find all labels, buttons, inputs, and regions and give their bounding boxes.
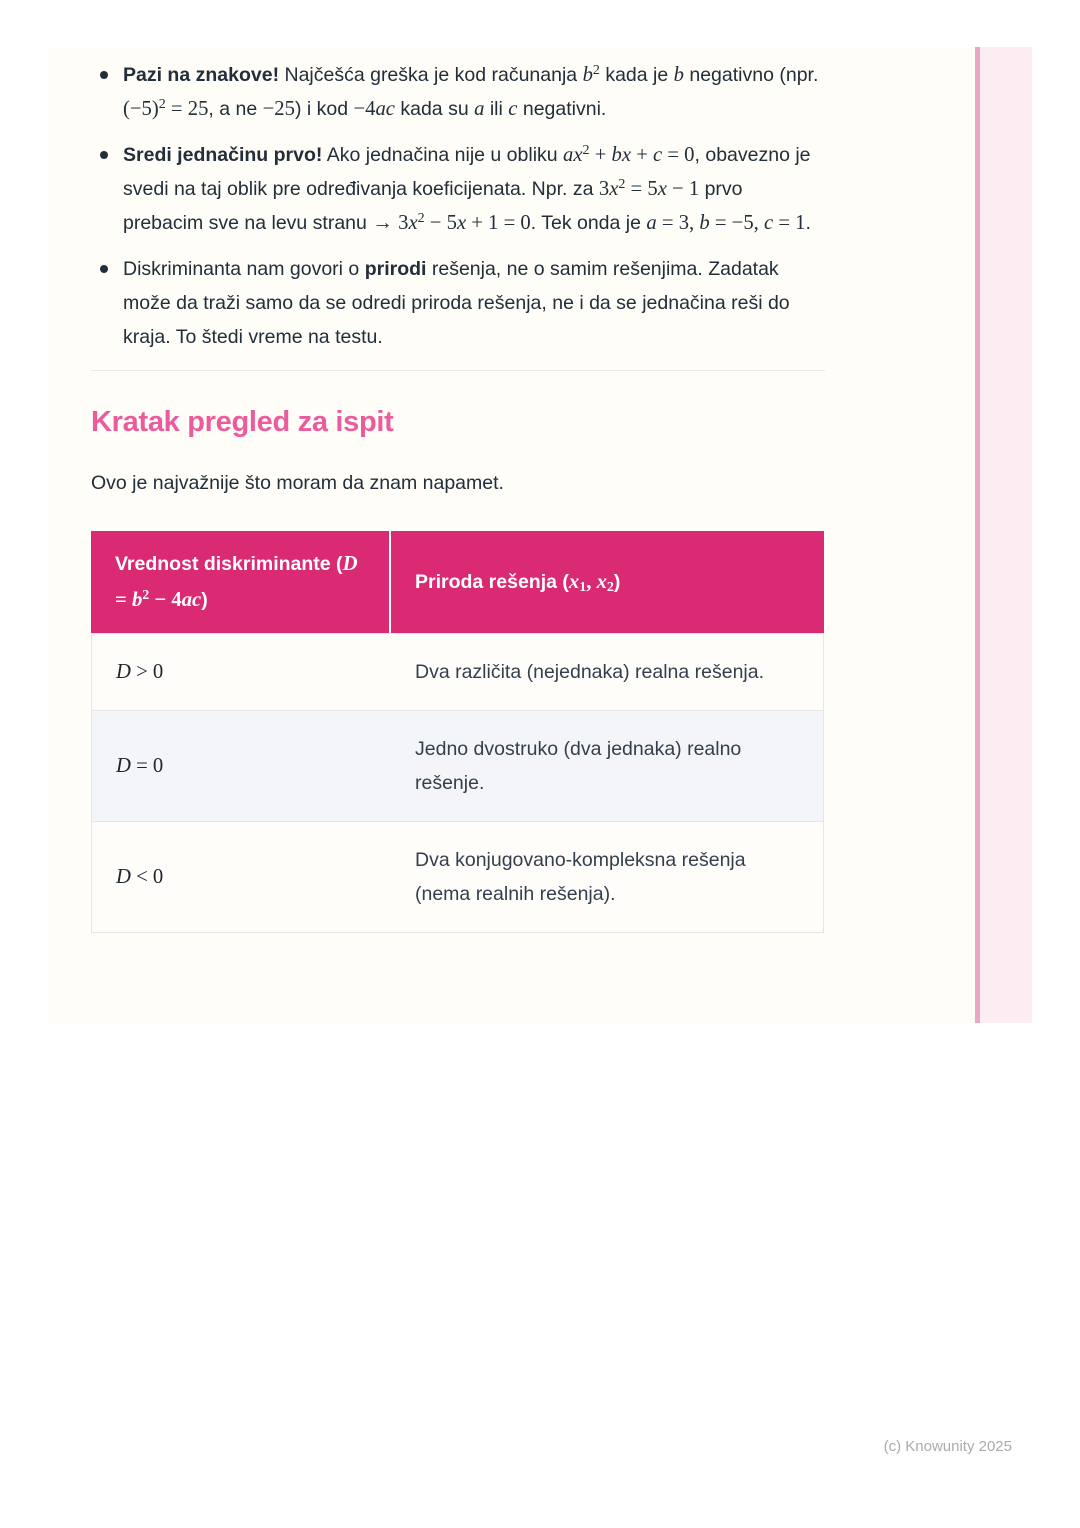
text-segment: . Tek onda je: [530, 212, 647, 234]
copyright-notice: (c) Knowunity 2025: [883, 1438, 1012, 1455]
text-segment: Ako jednačina nije u obliku: [322, 144, 564, 166]
text-segment: prvo prebacim sve na levu stranu: [123, 178, 743, 234]
text-segment: Vrednost diskriminante (: [115, 553, 343, 575]
text-segment: 2: [618, 175, 626, 192]
text-segment: x: [568, 571, 580, 593]
text-segment: 2: [582, 141, 590, 158]
table-head: [91, 531, 824, 633]
cell-condition: [91, 710, 391, 821]
text-segment: x: [596, 571, 607, 593]
text-segment: > 0: [130, 661, 164, 683]
text-segment: −4: [353, 98, 376, 120]
table-row-d-zero: [91, 710, 824, 821]
table-row-d-negative: [91, 821, 824, 933]
text-segment: = 0: [662, 144, 695, 166]
text-segment: D: [116, 866, 131, 888]
page-content: [91, 47, 825, 933]
text-segment: = −5,: [709, 212, 764, 234]
cell-description: Jedno dvostruko (dva jednaka) realno rešenje.: [391, 710, 824, 821]
text-segment: x: [408, 212, 418, 234]
text-segment: −25: [262, 98, 295, 120]
text-segment: .: [805, 212, 811, 234]
text-segment: D: [342, 553, 358, 575]
discriminant-table: [91, 531, 824, 933]
text-segment: + 1 = 0: [466, 212, 531, 234]
cell-condition: [91, 633, 391, 710]
text-segment: negativni.: [517, 98, 607, 120]
section-title: Kratak pregled za ispit: [91, 406, 394, 438]
text-segment: +: [631, 144, 654, 166]
table-header-solution-nature: [391, 531, 824, 633]
text-segment: 2: [158, 95, 166, 112]
text-segment: b: [582, 64, 593, 86]
text-segment: a: [474, 98, 485, 120]
text-segment: Sredi jednačinu prvo!: [123, 144, 323, 166]
text-segment: − 4: [149, 589, 182, 611]
table-body: [91, 633, 824, 933]
text-segment: 2: [417, 209, 425, 226]
text-segment: → 3: [372, 212, 409, 234]
text-segment: (−5): [123, 98, 159, 120]
text-segment: c: [653, 144, 663, 166]
text-segment: ): [201, 589, 208, 611]
text-segment: 2: [606, 578, 614, 595]
section-intro: Ovo je najvažnije što moram da znam napamet.: [91, 472, 504, 494]
text-segment: bx: [611, 144, 632, 166]
table-row-d-positive: [91, 633, 824, 710]
text-segment: a: [646, 212, 657, 234]
text-segment: Najčešća greška je kod računanja: [279, 64, 583, 86]
text-segment: Diskriminanta nam govori o: [123, 258, 365, 280]
text-segment: b: [131, 589, 143, 611]
text-segment: b: [673, 64, 684, 86]
text-segment: = 0: [130, 755, 164, 777]
text-segment: < 0: [130, 866, 164, 888]
tip-item-signs: [91, 58, 825, 126]
text-segment: kada su: [394, 98, 475, 120]
tip-item-arrange-equation: [91, 138, 825, 240]
text-segment: ,: [586, 571, 597, 593]
text-segment: x: [609, 178, 619, 200]
text-segment: D: [116, 755, 131, 777]
text-segment: D: [116, 661, 131, 683]
text-segment: rešenja, ne o samim rešenjima. Zadatak može da traži samo da se odredi priroda rešenja, ne i da se jednačina reši do kraja. To štedi vreme na testu.: [123, 258, 790, 348]
section-divider: [91, 370, 825, 371]
table-header-discriminant-value: [91, 531, 391, 633]
text-segment: − 1: [666, 178, 700, 200]
cell-description: Dva konjugovano-kompleksna rešenja (nema realnih rešenja).: [391, 821, 824, 933]
text-segment: = 5: [625, 178, 658, 200]
text-segment: +: [589, 144, 612, 166]
text-segment: ) i kod: [294, 98, 354, 120]
text-segment: c: [508, 98, 518, 120]
text-segment: prirodi: [364, 258, 427, 280]
text-segment: ili: [484, 98, 509, 120]
text-segment: 2: [142, 586, 150, 603]
text-segment: negativno (npr.: [683, 64, 819, 86]
text-segment: 3: [598, 178, 610, 200]
text-segment: ): [613, 571, 621, 593]
page-edge-accent-panel: [980, 47, 1032, 1023]
text-segment: x: [456, 212, 467, 234]
text-segment: =: [115, 589, 132, 611]
text-segment: 1: [579, 578, 587, 595]
text-segment: ac: [181, 589, 202, 611]
text-segment: ax: [563, 144, 583, 166]
note-page-card: [47, 47, 1032, 1023]
text-segment: = 1: [773, 212, 806, 234]
text-segment: , obavezno je svedi na taj oblik pre određivanja koeficijenata. Npr. za: [123, 144, 811, 200]
text-segment: ac: [375, 98, 395, 120]
tip-item-nature-of-solutions: [91, 252, 825, 354]
text-segment: 2: [592, 61, 600, 78]
text-segment: − 5: [424, 212, 457, 234]
cell-description: Dva različita (nejednaka) realna rešenja.: [391, 633, 824, 710]
text-segment: c: [763, 212, 774, 234]
text-segment: x: [657, 178, 667, 200]
tips-list: [91, 47, 825, 354]
table-header-row: [91, 531, 824, 633]
text-segment: = 25: [165, 98, 209, 120]
text-segment: = 3,: [656, 212, 700, 234]
text-segment: b: [699, 212, 710, 234]
text-segment: Priroda rešenja (: [415, 571, 569, 593]
text-segment: Pazi na znakove!: [123, 64, 280, 86]
text-segment: kada je: [599, 64, 674, 86]
text-segment: , a ne: [208, 98, 263, 120]
cell-condition: [91, 821, 391, 933]
